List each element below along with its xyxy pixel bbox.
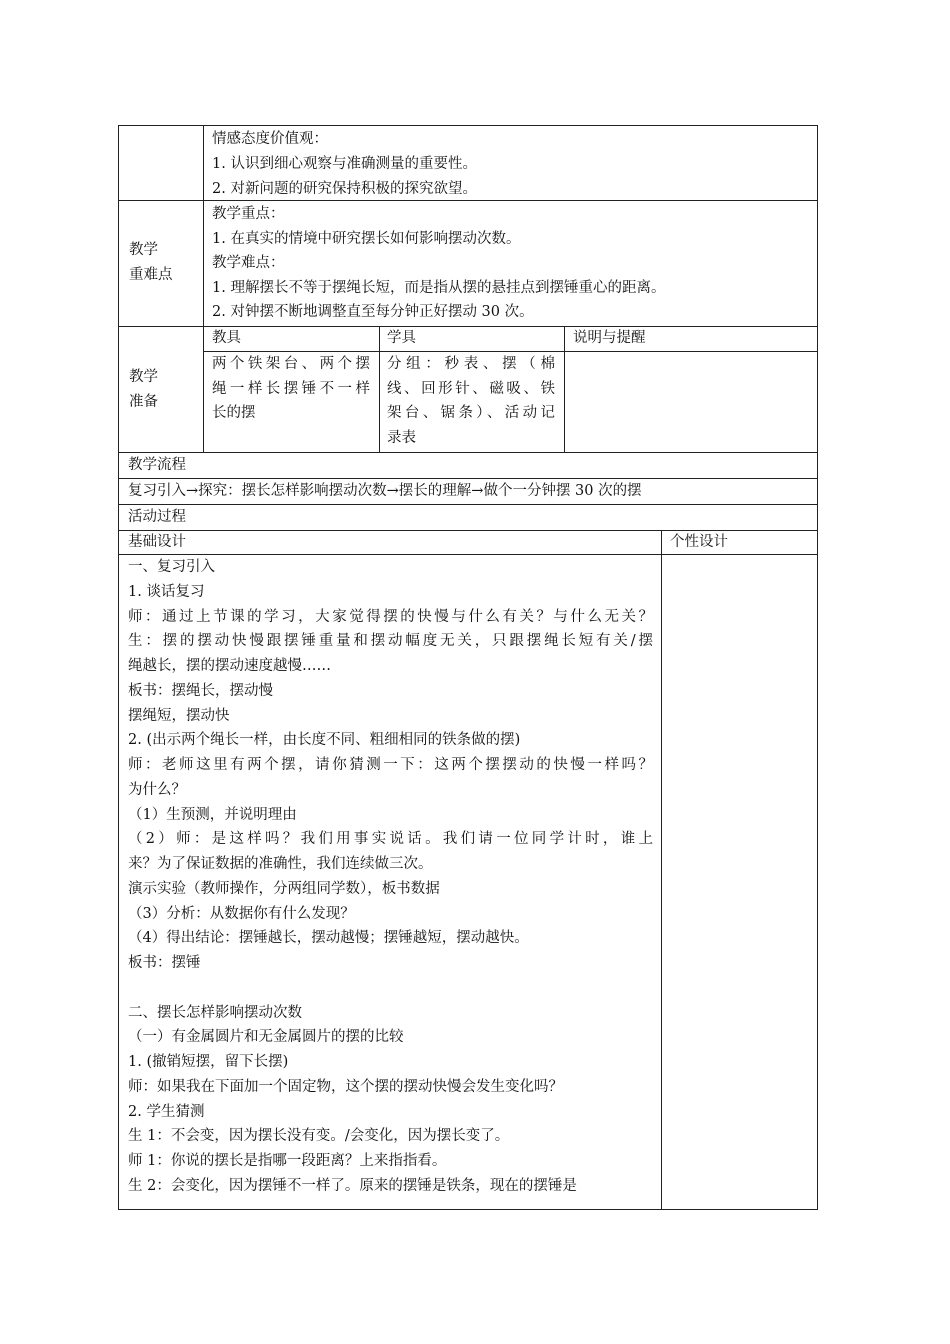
student-tools-line: 分组：秒表、摆（棉 xyxy=(387,356,555,372)
objectives-heading: 情感态度价值观： xyxy=(212,131,328,147)
activity-line: 师：通过上节课的学习，大家觉得摆的快慢与什么有关？与什么无关？ xyxy=(128,608,653,625)
activity-line: （4）得出结论：摆锤越长，摆动越慢；摆锤越短，摆动越快。 xyxy=(128,930,529,947)
activity-line: 1. 谈话复习 xyxy=(128,583,205,600)
table-border-top xyxy=(118,125,817,126)
activity-line: 来？为了保证数据的准确性，我们连续做三次。 xyxy=(128,856,433,872)
teacher-tools-line: 长的摆 xyxy=(212,405,256,421)
row-label: 重难点 xyxy=(129,267,173,283)
label-column-divider xyxy=(203,125,204,452)
flow-label: 教学流程 xyxy=(128,457,186,473)
activity-line: 2. 学生猜测 xyxy=(128,1103,205,1120)
activity-line: 一、复习引入 xyxy=(128,559,215,575)
personal-design-header: 个性设计 xyxy=(670,534,728,550)
focus-heading: 教学重点： xyxy=(212,206,285,222)
activity-line: 板书：摆绳长，摆动慢 xyxy=(128,682,273,699)
teacher-tools-line: 两个铁架台、两个摆 xyxy=(212,356,370,372)
row-label: 教学 xyxy=(129,242,158,258)
focus-item: 1. 在真实的情境中研究摆长如何影响摆动次数。 xyxy=(212,231,521,247)
activity-line: 2. (出示两个绳长一样，由长度不同、粗细相同的铁条做的摆) xyxy=(128,732,521,749)
prep-column-divider xyxy=(379,326,380,452)
activity-line: 1. (撤销短摆，留下长摆) xyxy=(128,1054,289,1070)
difficulty-item: 2. 对钟摆不断地调整直至每分钟正好摆动 30 次。 xyxy=(212,304,534,320)
row-label: 教学 xyxy=(129,369,158,385)
activity-line: 生 2：会变化，因为摆锤不一样了。原来的摆锤是铁条，现在的摆锤是 xyxy=(128,1177,577,1194)
student-tools-line: 架台、锯条）、活动记 xyxy=(387,405,555,421)
row-divider xyxy=(118,452,817,453)
difficulty-item: 1. 理解摆长不等于摆绳长短，而是指从摆的悬挂点到摆锤重心的距离。 xyxy=(212,280,666,296)
student-tools-line: 录表 xyxy=(387,430,416,446)
row-divider xyxy=(118,504,817,505)
column-header: 学具 xyxy=(387,330,416,346)
prep-column-divider xyxy=(564,326,565,452)
activity-column-divider xyxy=(661,530,662,1210)
activity-line: 板书：摆锤 xyxy=(128,955,201,971)
activity-line: （一）有金属圆片和无金属圆片的摆的比较 xyxy=(128,1029,404,1046)
table-border-bottom xyxy=(118,1209,817,1210)
table-border-left xyxy=(118,125,119,1210)
student-tools-line: 线、回形针、磁吸、铁 xyxy=(387,381,555,397)
activity-line: 师：如果我在下面加一个固定物，这个摆的摆动快慢会发生变化吗？ xyxy=(128,1078,563,1095)
activity-line: （2）师：是这样吗？我们用事实说话。我们请一位同学计时，谁上 xyxy=(128,831,653,848)
activity-line: 师：老师这里有两个摆，请你猜测一下：这两个摆摆动的快慢一样吗？ xyxy=(128,757,653,773)
column-header: 教具 xyxy=(212,330,241,346)
activity-line: 摆绳短，摆动快 xyxy=(128,707,230,724)
column-header: 说明与提醒 xyxy=(573,330,646,346)
objectives-item: 2. 对新问题的研究保持积极的探究欲望。 xyxy=(212,181,477,197)
flow-content: 复习引入→探究：摆长怎样影响摆动次数→摆长的理解→做个一分钟摆 30 次的摆 xyxy=(128,483,642,499)
activity-line: 为什么？ xyxy=(128,781,186,798)
activity-line: 生 1：不会变，因为摆长没有变。/会变化，因为摆长变了。 xyxy=(128,1128,510,1145)
activity-line: （3）分析：从数据你有什么发现？ xyxy=(128,905,355,922)
difficulty-heading: 教学难点： xyxy=(212,255,285,271)
activity-line: 演示实验（教师操作，分两组同学数），板书数据 xyxy=(128,880,440,897)
activity-line: 二、摆长怎样影响摆动次数 xyxy=(128,1004,302,1021)
activity-line: （1）生预测，并说明理由 xyxy=(128,806,297,823)
basic-design-header: 基础设计 xyxy=(128,534,186,550)
activity-line: 生：摆的摆动快慢跟摆锤重量和摆动幅度无关，只跟摆绳长短有关/摆 xyxy=(128,633,653,650)
activity-label: 活动过程 xyxy=(128,509,186,525)
row-label: 准备 xyxy=(129,394,158,410)
activity-line: 师 1：你说的摆长是指哪一段距离？上来指指看。 xyxy=(128,1153,447,1169)
table-border-right xyxy=(817,125,818,1210)
objectives-item: 1. 认识到细心观察与准确测量的重要性。 xyxy=(212,156,477,172)
teacher-tools-line: 绳一样长摆锤不一样 xyxy=(212,381,370,397)
activity-line: 绳越长，摆的摆动速度越慢…… xyxy=(128,658,331,674)
